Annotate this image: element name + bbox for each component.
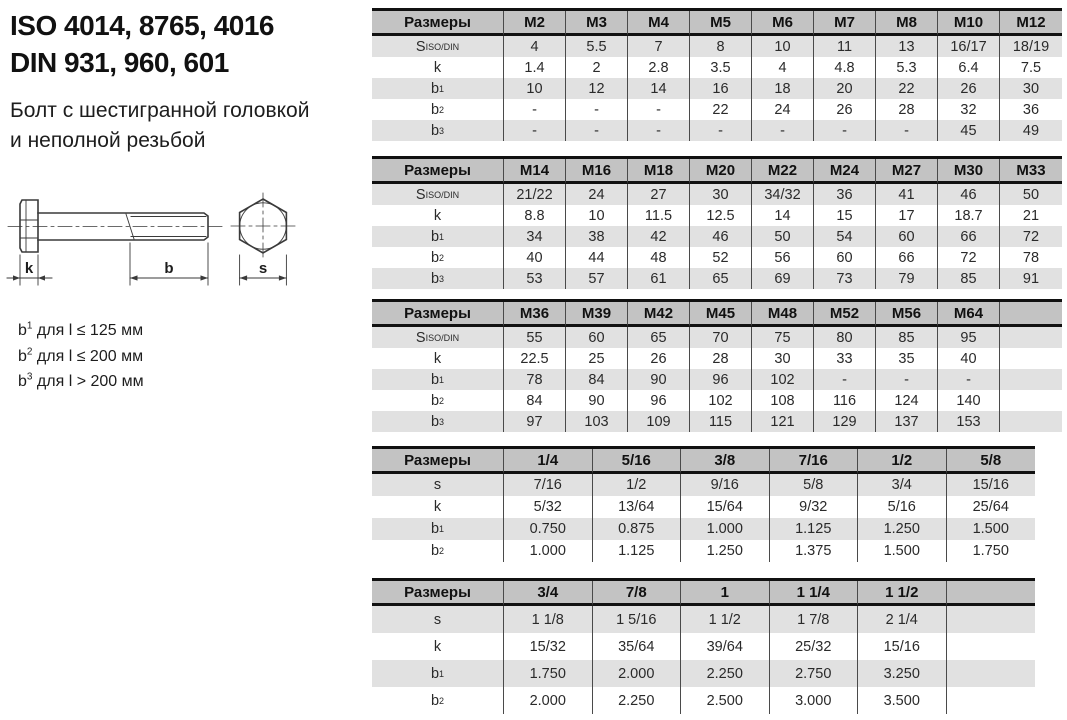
table-cell: 21/22	[504, 184, 566, 205]
table-cell: 35	[876, 348, 938, 369]
table-cell: 5/32	[504, 496, 593, 518]
table-cell: 2.000	[593, 660, 682, 687]
table-cell: 7.5	[1000, 57, 1062, 78]
table-cell: 109	[628, 411, 690, 432]
table-cell: -	[876, 369, 938, 390]
row-label: b 2	[372, 99, 504, 120]
table-header-cell: M6	[752, 11, 814, 36]
table-header-cell: 5/8	[947, 449, 1036, 474]
table-cell: 7/16	[504, 474, 593, 496]
table-cell: 137	[876, 411, 938, 432]
table-cell: 7	[628, 36, 690, 57]
table-cell: 0.875	[593, 518, 682, 540]
bolt-head-outline	[20, 200, 38, 252]
table-cell: 12.5	[690, 205, 752, 226]
table-cell: 90	[566, 390, 628, 411]
table-header-cell: M36	[504, 302, 566, 327]
table-cell: 45	[938, 120, 1000, 141]
arrowhead	[279, 275, 287, 280]
table-cell: 129	[814, 411, 876, 432]
table-cell: 57	[566, 268, 628, 289]
table-cell: 15/64	[681, 496, 770, 518]
table-cell: 16	[690, 78, 752, 99]
table-cell: 38	[566, 226, 628, 247]
table-header-cell: M8	[876, 11, 938, 36]
table-cell: 42	[628, 226, 690, 247]
table-cell: 26	[938, 78, 1000, 99]
table-header-cell: Размеры	[372, 449, 504, 474]
table-cell: 25/64	[947, 496, 1036, 518]
table-cell: 22.5	[504, 348, 566, 369]
table-cell: 1.500	[858, 540, 947, 562]
table-header-cell: 1 1/4	[770, 581, 859, 606]
table-cell: 96	[628, 390, 690, 411]
table-cell: 4	[504, 36, 566, 57]
table-header-cell: 7/16	[770, 449, 859, 474]
title-iso-line: ISO 4014, 8765, 4016	[10, 10, 274, 41]
table-cell: 66	[938, 226, 1000, 247]
table-cell: 4.8	[814, 57, 876, 78]
table-cell: 5.5	[566, 36, 628, 57]
table-header-cell: M27	[876, 159, 938, 184]
note-line: $b^3$ для l > 200 мм	[18, 371, 144, 391]
table-cell: 102	[690, 390, 752, 411]
table-cell: 140	[938, 390, 1000, 411]
table-cell: 61	[628, 268, 690, 289]
table-header-cell: 1/2	[858, 449, 947, 474]
table-cell: 32	[938, 99, 1000, 120]
table-cell	[1000, 411, 1062, 432]
table-cell: 33	[814, 348, 876, 369]
table-cell: 2.500	[681, 687, 770, 714]
row-label: k	[372, 348, 504, 369]
table-cell: 18	[752, 78, 814, 99]
table-cell: 78	[1000, 247, 1062, 268]
row-label: k	[372, 57, 504, 78]
table-cell: 53	[504, 268, 566, 289]
table-cell: 22	[690, 99, 752, 120]
table-cell: 25	[566, 348, 628, 369]
arrowhead	[13, 275, 20, 280]
table-cell: 9/16	[681, 474, 770, 496]
table-cell: 18.7	[938, 205, 1000, 226]
table-header-cell: M20	[690, 159, 752, 184]
table-cell	[1000, 390, 1062, 411]
table-cell: 66	[876, 247, 938, 268]
row-label: b 1	[372, 78, 504, 99]
table-cell: 56	[752, 247, 814, 268]
table-cell: 5/8	[770, 474, 859, 496]
row-label: b 2	[372, 390, 504, 411]
table-cell: 2.8	[628, 57, 690, 78]
table-cell: 84	[504, 390, 566, 411]
table-header-cell: M12	[1000, 11, 1062, 36]
table-header-cell: 1 1/2	[858, 581, 947, 606]
table-cell: 50	[1000, 184, 1062, 205]
arrowhead	[130, 275, 138, 280]
table-header-cell: 1/4	[504, 449, 593, 474]
table-cell: 3.250	[858, 660, 947, 687]
table-cell: 1.4	[504, 57, 566, 78]
table-cell: 3/4	[858, 474, 947, 496]
row-label: b 3	[372, 268, 504, 289]
table-cell: -	[814, 369, 876, 390]
table-header-cell: 3/8	[681, 449, 770, 474]
table-cell: 27	[628, 184, 690, 205]
table-cell: 30	[1000, 78, 1062, 99]
table-header-cell: M52	[814, 302, 876, 327]
table-cell	[1000, 327, 1062, 348]
table-cell: 15/16	[947, 474, 1036, 496]
row-label: b 1	[372, 660, 504, 687]
table-cell: 15/32	[504, 633, 593, 660]
table-header-cell: M22	[752, 159, 814, 184]
table-cell: 40	[938, 348, 1000, 369]
row-label: b 1	[372, 226, 504, 247]
table-cell: 3.000	[770, 687, 859, 714]
dim-label-s: s	[258, 260, 268, 277]
subtitle-line-2: и неполной резьбой	[10, 128, 206, 152]
table-cell: 46	[938, 184, 1000, 205]
row-label: s	[372, 606, 504, 633]
table-cell: 103	[566, 411, 628, 432]
table-header-cell: M14	[504, 159, 566, 184]
table-cell: 39/64	[681, 633, 770, 660]
table-cell: 60	[814, 247, 876, 268]
table-cell: 10	[566, 205, 628, 226]
table-cell	[1000, 369, 1062, 390]
dim-label-k: k	[24, 260, 34, 277]
thread-length-notes	[18, 318, 144, 395]
row-label: b 2	[372, 540, 504, 562]
table-header-cell: Размеры	[372, 159, 504, 184]
table-cell: 96	[690, 369, 752, 390]
table-cell: 1.375	[770, 540, 859, 562]
table-cell: 36	[814, 184, 876, 205]
table-cell: 78	[504, 369, 566, 390]
table-cell: 34	[504, 226, 566, 247]
table-cell: 72	[938, 247, 1000, 268]
table-cell: 12	[566, 78, 628, 99]
table-cell: 80	[814, 327, 876, 348]
table-cell: 84	[566, 369, 628, 390]
table-cell: -	[628, 99, 690, 120]
row-label: k	[372, 633, 504, 660]
title-din-line: DIN 931, 960, 601	[10, 46, 229, 78]
table-cell: 30	[690, 184, 752, 205]
arrowhead	[201, 275, 209, 280]
row-label: b 1	[372, 369, 504, 390]
table-cell: 97	[504, 411, 566, 432]
table-cell	[947, 660, 1036, 687]
table-header-cell: 7/8	[593, 581, 682, 606]
table-cell: 25/32	[770, 633, 859, 660]
table-cell: 17	[876, 205, 938, 226]
table-header-cell: Размеры	[372, 302, 504, 327]
table-cell: 1.250	[681, 540, 770, 562]
table-header-cell: M48	[752, 302, 814, 327]
table-cell: 95	[938, 327, 1000, 348]
table-cell	[1000, 348, 1062, 369]
table-header-cell: M4	[628, 11, 690, 36]
table-cell: 5/16	[858, 496, 947, 518]
table-cell: 90	[628, 369, 690, 390]
table-cell: 15	[814, 205, 876, 226]
table-cell: 8	[690, 36, 752, 57]
table-cell: 121	[752, 411, 814, 432]
table-header-cell: Размеры	[372, 11, 504, 36]
dimension-table-inch-large	[372, 578, 1035, 714]
table-header-cell: M3	[566, 11, 628, 36]
table-cell: 0.750	[504, 518, 593, 540]
table-cell: 1.750	[947, 540, 1036, 562]
table-cell: 2.250	[681, 660, 770, 687]
row-label: b 2	[372, 687, 504, 714]
table-cell: 1.750	[504, 660, 593, 687]
table-cell: 1.125	[770, 518, 859, 540]
table-cell: 102	[752, 369, 814, 390]
table-cell: -	[628, 120, 690, 141]
table-header-cell: M64	[938, 302, 1000, 327]
table-header-cell: M5	[690, 11, 752, 36]
note-line: $b^1$ для l ≤ 125 мм	[18, 320, 144, 339]
table-header-cell: M39	[566, 302, 628, 327]
table-cell: 60	[566, 327, 628, 348]
table-header-cell: M24	[814, 159, 876, 184]
row-label: b 1	[372, 518, 504, 540]
table-cell: 69	[752, 268, 814, 289]
table-cell: 10	[752, 36, 814, 57]
row-label: s	[372, 474, 504, 496]
table-cell: 1.500	[947, 518, 1036, 540]
table-cell: 72	[1000, 226, 1062, 247]
table-cell: 26	[628, 348, 690, 369]
table-cell: 1.125	[593, 540, 682, 562]
table-cell: 55	[504, 327, 566, 348]
table-cell: 21	[1000, 205, 1062, 226]
table-cell: -	[752, 120, 814, 141]
table-header-cell: M10	[938, 11, 1000, 36]
table-cell: 11	[814, 36, 876, 57]
table-cell: 70	[690, 327, 752, 348]
table-cell: 153	[938, 411, 1000, 432]
table-cell: 8.8	[504, 205, 566, 226]
table-cell: 52	[690, 247, 752, 268]
table-cell: -	[690, 120, 752, 141]
row-label: S ISO/DIN	[372, 36, 504, 57]
table-cell: 65	[628, 327, 690, 348]
table-cell: 2.000	[504, 687, 593, 714]
table-cell: 14	[752, 205, 814, 226]
table-cell	[947, 606, 1036, 633]
table-cell: 85	[938, 268, 1000, 289]
table-cell: -	[566, 120, 628, 141]
table-cell: 2 1/4	[858, 606, 947, 633]
table-cell: -	[504, 99, 566, 120]
dim-label-b: b	[164, 260, 174, 277]
table-header-cell: 3/4	[504, 581, 593, 606]
table-cell: -	[876, 120, 938, 141]
row-label: b 3	[372, 411, 504, 432]
table-cell: 115	[690, 411, 752, 432]
table-header-cell: M2	[504, 11, 566, 36]
table-cell: 41	[876, 184, 938, 205]
table-header-cell: Размеры	[372, 581, 504, 606]
table-cell: -	[566, 99, 628, 120]
table-cell: 1 1/2	[681, 606, 770, 633]
table-cell: 13/64	[593, 496, 682, 518]
table-header-cell: 5/16	[593, 449, 682, 474]
table-cell: 1 1/8	[504, 606, 593, 633]
table-cell: -	[504, 120, 566, 141]
row-label: S ISO/DIN	[372, 184, 504, 205]
table-header-cell: M16	[566, 159, 628, 184]
table-header-cell: 1	[681, 581, 770, 606]
table-header-cell: M7	[814, 11, 876, 36]
table-cell: 3.500	[858, 687, 947, 714]
table-cell: 18/19	[1000, 36, 1062, 57]
table-cell: 28	[690, 348, 752, 369]
table-cell: -	[938, 369, 1000, 390]
table-cell: 65	[690, 268, 752, 289]
note-line: $b^2$ для l ≤ 200 мм	[18, 346, 144, 365]
table-cell: 35/64	[593, 633, 682, 660]
table-cell: 50	[752, 226, 814, 247]
table-cell: 1.000	[681, 518, 770, 540]
table-cell: 24	[566, 184, 628, 205]
page-title	[10, 8, 274, 82]
table-cell: 13	[876, 36, 938, 57]
table-cell: 1.250	[858, 518, 947, 540]
table-header-cell: M18	[628, 159, 690, 184]
table-cell: 124	[876, 390, 938, 411]
table-cell: 48	[628, 247, 690, 268]
table-header-cell: M45	[690, 302, 752, 327]
table-cell: 2	[566, 57, 628, 78]
table-cell: 24	[752, 99, 814, 120]
table-header-cell: M30	[938, 159, 1000, 184]
table-cell: 116	[814, 390, 876, 411]
table-cell: 73	[814, 268, 876, 289]
table-cell: 1 7/8	[770, 606, 859, 633]
table-cell: 4	[752, 57, 814, 78]
table-cell: 6.4	[938, 57, 1000, 78]
table-header-cell: M42	[628, 302, 690, 327]
table-cell: 2.250	[593, 687, 682, 714]
row-label: b 3	[372, 120, 504, 141]
table-cell: 15/16	[858, 633, 947, 660]
arrowhead	[38, 275, 45, 280]
table-cell: 22	[876, 78, 938, 99]
table-header-cell: M56	[876, 302, 938, 327]
table-cell: 91	[1000, 268, 1062, 289]
table-cell: 2.750	[770, 660, 859, 687]
table-cell: 54	[814, 226, 876, 247]
table-cell: 34/32	[752, 184, 814, 205]
table-cell: 30	[752, 348, 814, 369]
table-cell: 11.5	[628, 205, 690, 226]
dimension-table-inch-small	[372, 446, 1035, 562]
table-cell: 9/32	[770, 496, 859, 518]
table-cell: 1 5/16	[593, 606, 682, 633]
dimension-table-metric-m36-m64	[372, 299, 1062, 432]
table-cell: 20	[814, 78, 876, 99]
table-cell: 5.3	[876, 57, 938, 78]
table-cell: 40	[504, 247, 566, 268]
table-cell: 1.000	[504, 540, 593, 562]
table-cell: 10	[504, 78, 566, 99]
table-header-cell	[947, 581, 1036, 606]
table-cell: 44	[566, 247, 628, 268]
table-cell: 49	[1000, 120, 1062, 141]
row-label: b 2	[372, 247, 504, 268]
subtitle-line-1: Болт с шестигранной головкой	[10, 99, 310, 122]
table-cell: 26	[814, 99, 876, 120]
table-cell: 108	[752, 390, 814, 411]
table-cell	[947, 633, 1036, 660]
table-header-cell: M33	[1000, 159, 1062, 184]
table-header-cell	[1000, 302, 1062, 327]
row-label: S ISO/DIN	[372, 327, 504, 348]
table-cell: 28	[876, 99, 938, 120]
table-cell: 3.5	[690, 57, 752, 78]
row-label: k	[372, 205, 504, 226]
dimension-table-metric-m14-m33	[372, 156, 1062, 289]
table-cell: 79	[876, 268, 938, 289]
table-cell: 85	[876, 327, 938, 348]
table-cell: 60	[876, 226, 938, 247]
table-cell: 36	[1000, 99, 1062, 120]
table-cell: 14	[628, 78, 690, 99]
table-cell: -	[814, 120, 876, 141]
product-subtitle	[10, 96, 309, 156]
dimension-table-metric-m2-m12	[372, 8, 1062, 141]
row-label: k	[372, 496, 504, 518]
table-cell: 1/2	[593, 474, 682, 496]
table-cell	[947, 687, 1036, 714]
arrowhead	[240, 275, 248, 280]
table-cell: 46	[690, 226, 752, 247]
bolt-technical-drawing	[4, 182, 334, 307]
table-cell: 75	[752, 327, 814, 348]
table-cell: 16/17	[938, 36, 1000, 57]
